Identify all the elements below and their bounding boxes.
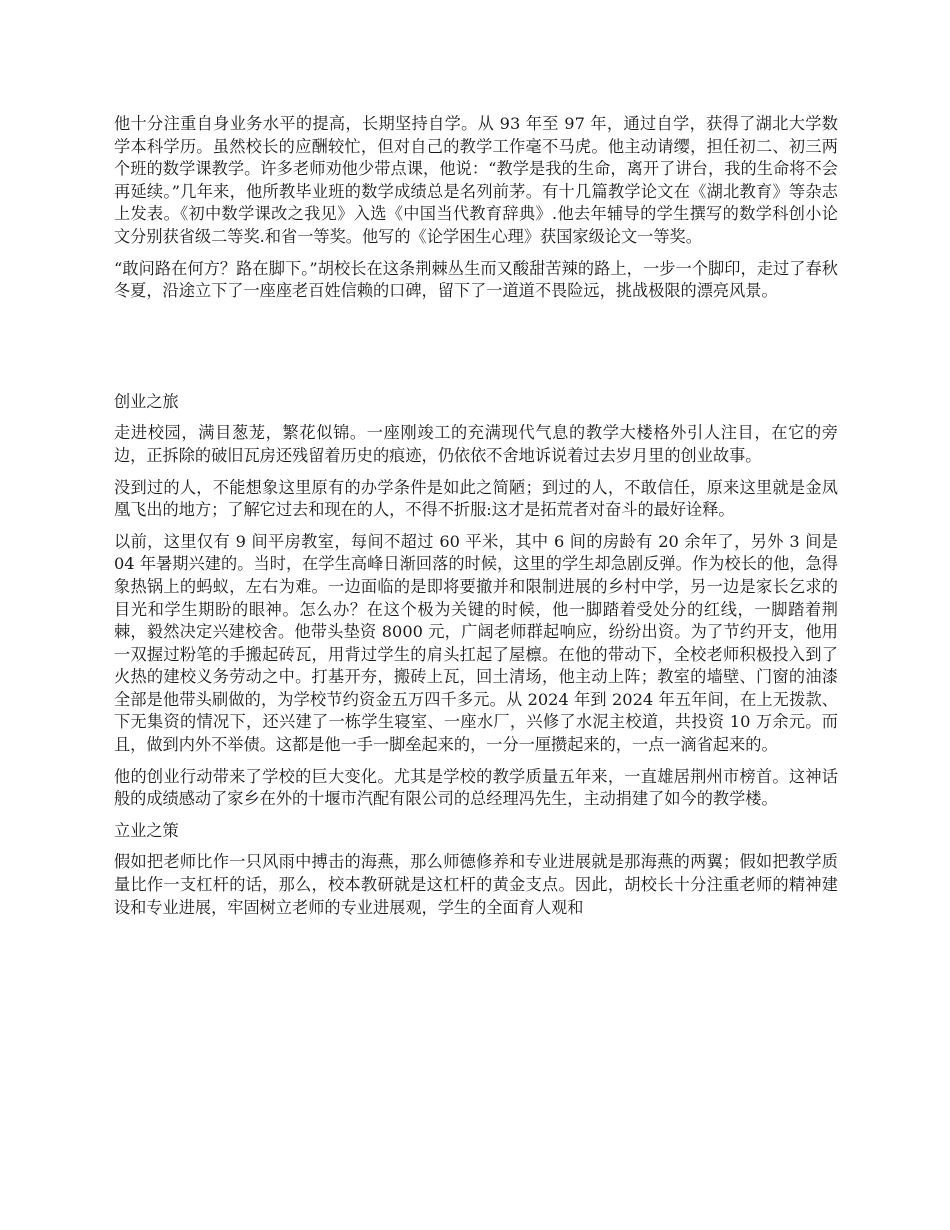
paragraph-self-study: 他十分注重自身业务水平的提高，长期坚持自学。从 93 年至 97 年，通过自学，获得了湖北大学数学本科学历。虽然校长的应酬较忙，但对自己的教学工作毫不马虎。他主动请缨，担任初二、初三两个班的数学课教学。许多老师劝他少带点课，他说：“教学是我的生命，离开了讲台，我的生命将不会再延续。”几年来，他所教毕业班的数学成绩总是名列前茅。有十几篇教学论文在《湖北教育》等杂志上发表。《初中数学课改之我见》入选《中国当代教育辞典》.他去年辅导的学生撰写的数学科创小论文分别获省级二等奖.和省一等奖。他写的《论学困生心理》获国家级论文一等奖。	[114, 114, 838, 246]
paragraph-conditions: 没到过的人，不能想象这里原有的办学条件是如此之简陋；到过的人，不敢信任，原来这里就是金凤凰飞出的地方；了解它过去和现在的人，不得不折服:这才是拓荒者对奋斗的最好诠释。	[114, 477, 838, 520]
paragraph-road-ahead: “敢问路在何方？路在脚下。”胡校长在这条荆棘丛生而又酸甜苦辣的路上，一步一个脚印，走过了春秋冬夏，沿途立下了一座座老百姓信赖的口碑，留下了一道道不畏险远，挑战极限的漂亮风景。	[114, 258, 838, 301]
paragraph-campus: 走进校园，满目葱茏，繁花似锦。一座刚竣工的充满现代气息的教学大楼格外引人注目，在它的旁边，正拆除的破旧瓦房还残留着历史的痕迹，仍依依不舍地诉说着过去岁月里的创业故事。	[114, 423, 838, 465]
paragraph-changes: 他的创业行动带来了学校的巨大变化。尤其是学校的教学质量五年来，一直雄居荆州市榜首。这神话般的成绩感动了家乡在外的十堰市汽配有限公司的总经理冯先生，主动捐建了如今的教学楼。	[114, 766, 838, 809]
paragraph-teacher-development: 假如把老师比作一只风雨中搏击的海燕，那么师德修养和专业进展就是那海燕的两翼；假如把教学质量比作一支杠杆的话，那么，校本教研就是这杠杆的黄金支点。因此，胡校长十分注重老师的精神建设和专业进展，牢固树立老师的专业进展观，学生的全面育人观和	[114, 852, 838, 917]
section-heading-strategy: 立业之策	[114, 820, 179, 840]
document-page	[114, 113, 838, 919]
section-heading-entrepreneurship: 创业之旅	[114, 391, 179, 411]
paragraph-history: 以前，这里仅有 9 间平房教室，每间不超过 60 平米，其中 6 间的房龄有 20 余年了，另外 3 间是 04 年暑期兴建的。当时，在学生高峰日渐回落的时候，这里的学生却急剧反弹。作为校长的他，急得象热锅上的蚂蚁，左右为难。一边面临的是即将要撤并和限制进展的乡村中学，另一边是家长乞求的目光和学生期盼的眼神。怎么办？在这个极为关键的时候，他一脚踏着受处分的红线，一脚踏着荆棘，毅然决定兴建校舍。他带头垫资 8000 元，广阔老师群起响应，纷纷出资。为了节约开支，他用一双握过粉笔的手搬起砖瓦，用背过学生的肩头扛起了屋檩。在他的带动下，全校老师积极投入到了火热的建校义务劳动之中。打基开夯，搬砖上瓦，回土清场，他主动上阵；教室的墙壁、门窗的油漆全部是他带头刷做的，为学校节约资金五万四千多元。从 2024 年到 2024 年五年间，在上无拨款、下无集资的情况下，还兴建了一栋学生寝室、一座水厂，兴修了水泥主校道，共投资 10 万余元。而且，做到内外不举债。这都是他一手一脚垒起来的，一分一厘攒起来的，一点一滴省起来的。	[114, 531, 838, 755]
